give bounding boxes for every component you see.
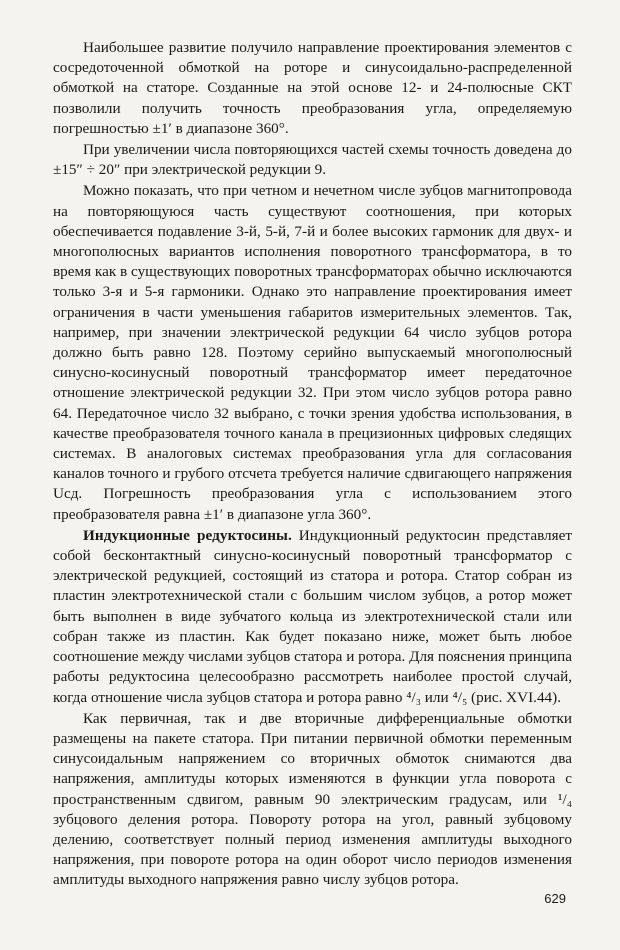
section-text: Индукционный редуктосин представляет собой бесконтактный синусно-косинусный поворотный трансформатор с электрической редукцией, состоящий из статора и ротора. Статор собран из пластин электротехнической стали с большим числом зубцов, а ротор может быть выполнен в виде зубчатого кольца из электротехнической стали или собран также из пластин. Как будет показано ниже, может быть любое соотношение между числами зубцов статора и ротора. Для пояснения принципа работы редуктосина целесообразно рассмотреть наиболее простой случай, когда отношение числа зубцов статора и ротора равно ⁴/₃ или ⁴/₅ (рис. XVI.44).: [53, 526, 572, 706]
paragraph-3: Можно показать, что при четном и нечетном числе зубцов магнитопровода на повторяющуюся часть существуют соотношения, при которых обеспечивается подавление 3-й, 5-й, 7-й и более высоких гармоник для двух- и многополюсных вариантов исполнения поворотного трансформатора, в то время как в существующих поворотных трансформаторах обычно исключаются только 3-я и 5-я гармоники. Однако это направление проектирования имеет ограничения в части уменьшения габаритов измерительных элементов. Так, например, при значении электрической редукции 64 число зубцов ротора должно быть равно 128. Поэтому серийно выпускаемый многополюсный синусно-косинусный поворотный трансформатор имеет передаточное отношение электрической редукции 32. При этом число зубцов ротора равно 64. Передаточное число 32 выбрано, с точки зрения удобства использования, в качестве преобразователя точного канала в прецизионных цифровых следящих системах. В аналоговых системах преобразования угла для согласования каналов точного и грубого отсчета требуется наличие сдвигающего напряжения Uсд. Погрешность преобразования угла с использованием этого преобразователя равна ±1′ в диапазоне угла 360°.: [53, 182, 572, 523]
page-number: 629: [544, 891, 566, 906]
paragraph-1: Наибольшее развитие получило направление проектирования элементов с сосредоточенной обмоткой на роторе и синусоидально-распределенной обмоткой на статоре. Созданные на этой основе 12- и 24-полюсные СКТ позволили получить точность преобразования угла, определяемую погрешностью ±1′ в диапазоне 360°.: [53, 39, 572, 137]
section-heading: Индукционные редуктосины.: [83, 526, 292, 544]
paragraph-2: При увеличении числа повторяющихся частей схемы точность доведена до ±15″ ÷ 20″ при электрической редукции 9.: [53, 141, 572, 179]
section-paragraph: [53, 526, 572, 708]
paragraph-last: Как первичная, так и две вторичные дифференциальные обмотки размещены на пакете статора. При питании первичной обмотки переменным синусоидальным напряжением со вторичных обмоток снимаются два напряжения, амплитуды которых изменяются в функции угла поворота с пространственным сдвигом, равным 90 электрическим градусам, или ¹/₄ зубцового деления ротора. Повороту ротора на угол, равный зубцовому делению, соответствует полный период изменения амплитуды выходного напряжения, при повороте ротора на один оборот число периодов изменения амплитуды выходного напряжения равно числу зубцов ротора.: [53, 709, 572, 889]
